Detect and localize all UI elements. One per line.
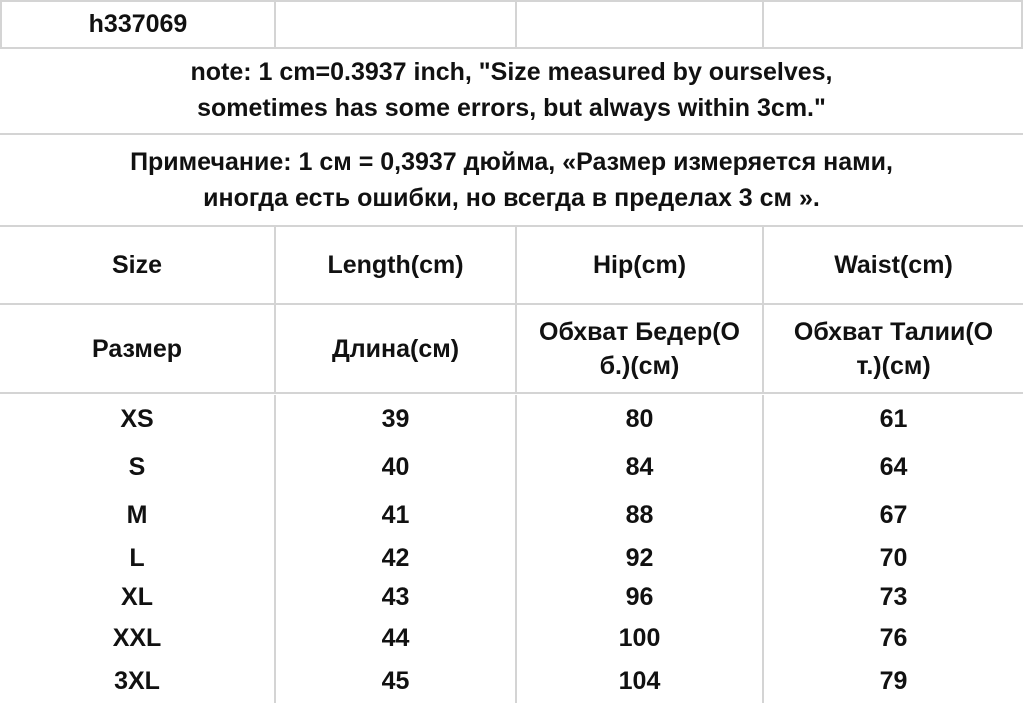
product-code-cell [0, 2, 276, 49]
column-header-waist: Waist(cm) [764, 227, 1023, 305]
waist-cell: 76 [879, 623, 908, 652]
note-english-line-2: sometimes has some errors, but always within 3cm." [197, 94, 826, 122]
note-russian-row [0, 135, 1023, 227]
table-row [0, 395, 1023, 443]
length-cell: 40 [276, 443, 517, 491]
table-row [0, 617, 1023, 659]
column-header-hip: Hip(cm) [517, 227, 764, 305]
size-cell: L [0, 539, 276, 577]
size-cell: XS [0, 395, 276, 443]
note-russian-line-2: иногда есть ошибки, но всегда в пределах 3 см ». [203, 184, 820, 212]
waist-cell: 64 [879, 452, 908, 481]
product-code: h337069 [88, 10, 188, 38]
header-row-english [0, 227, 1023, 305]
size-cell: M [0, 491, 276, 539]
waist-cell: 73 [879, 582, 908, 611]
table-row [0, 491, 1023, 539]
size-cell: 3XL [0, 659, 276, 703]
note-english [0, 47, 1023, 135]
length-cell: 41 [276, 491, 517, 539]
hip-cell: 84 [517, 443, 764, 491]
column-header-waist-ru [764, 305, 1023, 394]
hip-cell: 88 [517, 491, 764, 539]
table-row [0, 659, 1023, 703]
note-russian-line-1: Примечание: 1 см = 0,3937 дюйма, «Размер измеряется нами, [130, 148, 893, 176]
hip-cell: 96 [517, 577, 764, 617]
waist-ru-line-2: т.)(см) [856, 351, 931, 380]
length-cell: 45 [276, 659, 517, 703]
hip-ru-line-1: Обхват Бедер(О [539, 317, 740, 346]
hip-ru-line-2: б.)(см) [599, 351, 680, 380]
header-row-russian [0, 305, 1023, 394]
note-english-line-1: note: 1 cm=0.3937 inch, "Size measured by ourselves, [190, 58, 833, 86]
hip-cell: 92 [517, 539, 764, 577]
column-header-size: Size [0, 227, 276, 305]
empty-cell [764, 2, 1023, 49]
waist-cell: 70 [879, 543, 908, 572]
column-header-length-ru: Длина(см) [276, 305, 517, 394]
waist-cell: 79 [879, 666, 908, 695]
table-row [0, 443, 1023, 491]
note-english-row [0, 47, 1023, 135]
table-row [0, 539, 1023, 577]
waist-ru-line-1: Обхват Талии(О [793, 317, 994, 346]
length-cell: 43 [276, 577, 517, 617]
size-cell: S [0, 443, 276, 491]
length-cell: 44 [276, 617, 517, 659]
length-cell: 39 [276, 395, 517, 443]
length-cell: 42 [276, 539, 517, 577]
waist-cell: 67 [879, 500, 908, 529]
product-code-row [0, 0, 1023, 49]
size-cell: XL [0, 577, 276, 617]
hip-cell: 100 [517, 617, 764, 659]
note-russian [0, 135, 1023, 227]
table-row [0, 577, 1023, 617]
column-header-length: Length(cm) [276, 227, 517, 305]
empty-cell [517, 2, 764, 49]
hip-cell: 104 [517, 659, 764, 703]
column-header-size-ru: Размер [0, 305, 276, 394]
hip-cell: 80 [517, 395, 764, 443]
column-header-hip-ru [517, 305, 764, 394]
empty-cell [276, 2, 517, 49]
size-cell: XXL [0, 617, 276, 659]
waist-cell: 61 [879, 404, 908, 433]
